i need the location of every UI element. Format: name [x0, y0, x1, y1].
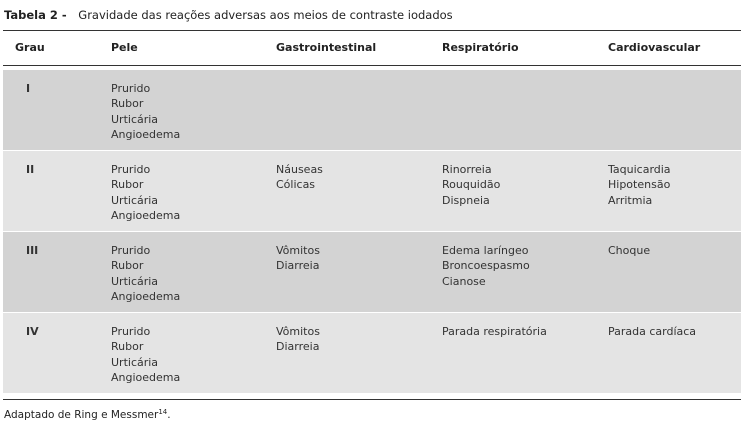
cell-item: Rubor	[111, 178, 144, 192]
cell-item: Taquicardia	[608, 163, 671, 176]
cell-respiratorio	[442, 243, 530, 289]
cell-item: Rouquidão	[442, 178, 501, 192]
cell-item: Urticária	[111, 193, 159, 207]
header-respiratorio: Respiratório	[442, 41, 519, 54]
cell-gastrointestinal	[276, 162, 323, 193]
header-gastrointestinal: Gastrointestinal	[276, 41, 377, 54]
footnote-ref: 14	[158, 408, 168, 416]
cell-item: Náuseas	[276, 163, 323, 176]
cell-cardiovascular	[608, 162, 671, 208]
table-footnote	[4, 405, 171, 422]
cell-item: Angioedema	[111, 208, 181, 222]
cell-pele	[111, 324, 180, 385]
cell-item: Angioedema	[111, 127, 181, 141]
cell-item: Prurido	[111, 163, 151, 176]
cell-item: Prurido	[111, 82, 151, 95]
cell-item: Rubor	[111, 259, 144, 273]
cell-item: Hipotensão	[608, 178, 671, 192]
table-caption-label: Tabela 2 -	[4, 8, 67, 22]
cell-item: Rubor	[111, 97, 144, 111]
cell-item: Parada respiratória	[442, 325, 547, 338]
table-caption-title: Gravidade das reações adversas aos meios de contraste iodados	[78, 8, 453, 22]
footnote-end: .	[167, 409, 171, 421]
cell-respiratorio	[442, 162, 500, 208]
cell-item: Vômitos	[276, 325, 320, 338]
cell-pele	[111, 81, 180, 142]
cell-grau: II	[26, 163, 35, 176]
cell-item: Urticária	[111, 274, 159, 288]
cell-respiratorio	[442, 324, 547, 339]
cell-gastrointestinal	[276, 324, 320, 355]
cell-item: Cólicas	[276, 178, 316, 192]
cell-item: Diarreia	[276, 340, 320, 354]
cell-grau: I	[26, 82, 31, 95]
bottom-rule	[3, 399, 741, 400]
cell-item: Rubor	[111, 340, 144, 354]
cell-pele	[111, 243, 180, 304]
cell-item: Prurido	[111, 325, 151, 338]
cell-pele	[111, 162, 180, 223]
table-row	[3, 312, 741, 393]
cell-item: Dispneia	[442, 193, 490, 207]
cell-grau: IV	[26, 325, 39, 338]
cell-item: Choque	[608, 244, 651, 257]
table-row	[3, 231, 741, 312]
cell-item: Urticária	[111, 355, 159, 369]
cell-item: Cianose	[442, 274, 486, 288]
cell-cardiovascular	[608, 243, 650, 258]
cell-cardiovascular	[608, 324, 696, 339]
cell-grau: III	[26, 244, 39, 257]
cell-item: Vômitos	[276, 244, 320, 257]
table-body	[3, 70, 741, 393]
footnote-text: Adaptado de Ring e Messmer	[4, 409, 159, 421]
cell-item: Broncoespasmo	[442, 259, 530, 273]
header-grau: Grau	[15, 41, 45, 54]
cell-item: Parada cardíaca	[608, 325, 697, 338]
cell-item: Rinorreia	[442, 163, 492, 176]
cell-item: Edema laríngeo	[442, 244, 529, 257]
table-header	[3, 31, 741, 65]
cell-item: Arritmia	[608, 193, 653, 207]
cell-item: Angioedema	[111, 289, 181, 303]
cell-item: Prurido	[111, 244, 151, 257]
cell-item: Diarreia	[276, 259, 320, 273]
adverse-reactions-table	[3, 30, 741, 400]
table-row	[3, 70, 741, 150]
cell-item: Urticária	[111, 112, 159, 126]
table-caption	[4, 7, 453, 23]
cell-gastrointestinal	[276, 243, 320, 274]
header-cardiovascular: Cardiovascular	[608, 41, 701, 54]
cell-item: Angioedema	[111, 370, 181, 384]
table-row	[3, 150, 741, 231]
header-pele: Pele	[111, 41, 138, 54]
